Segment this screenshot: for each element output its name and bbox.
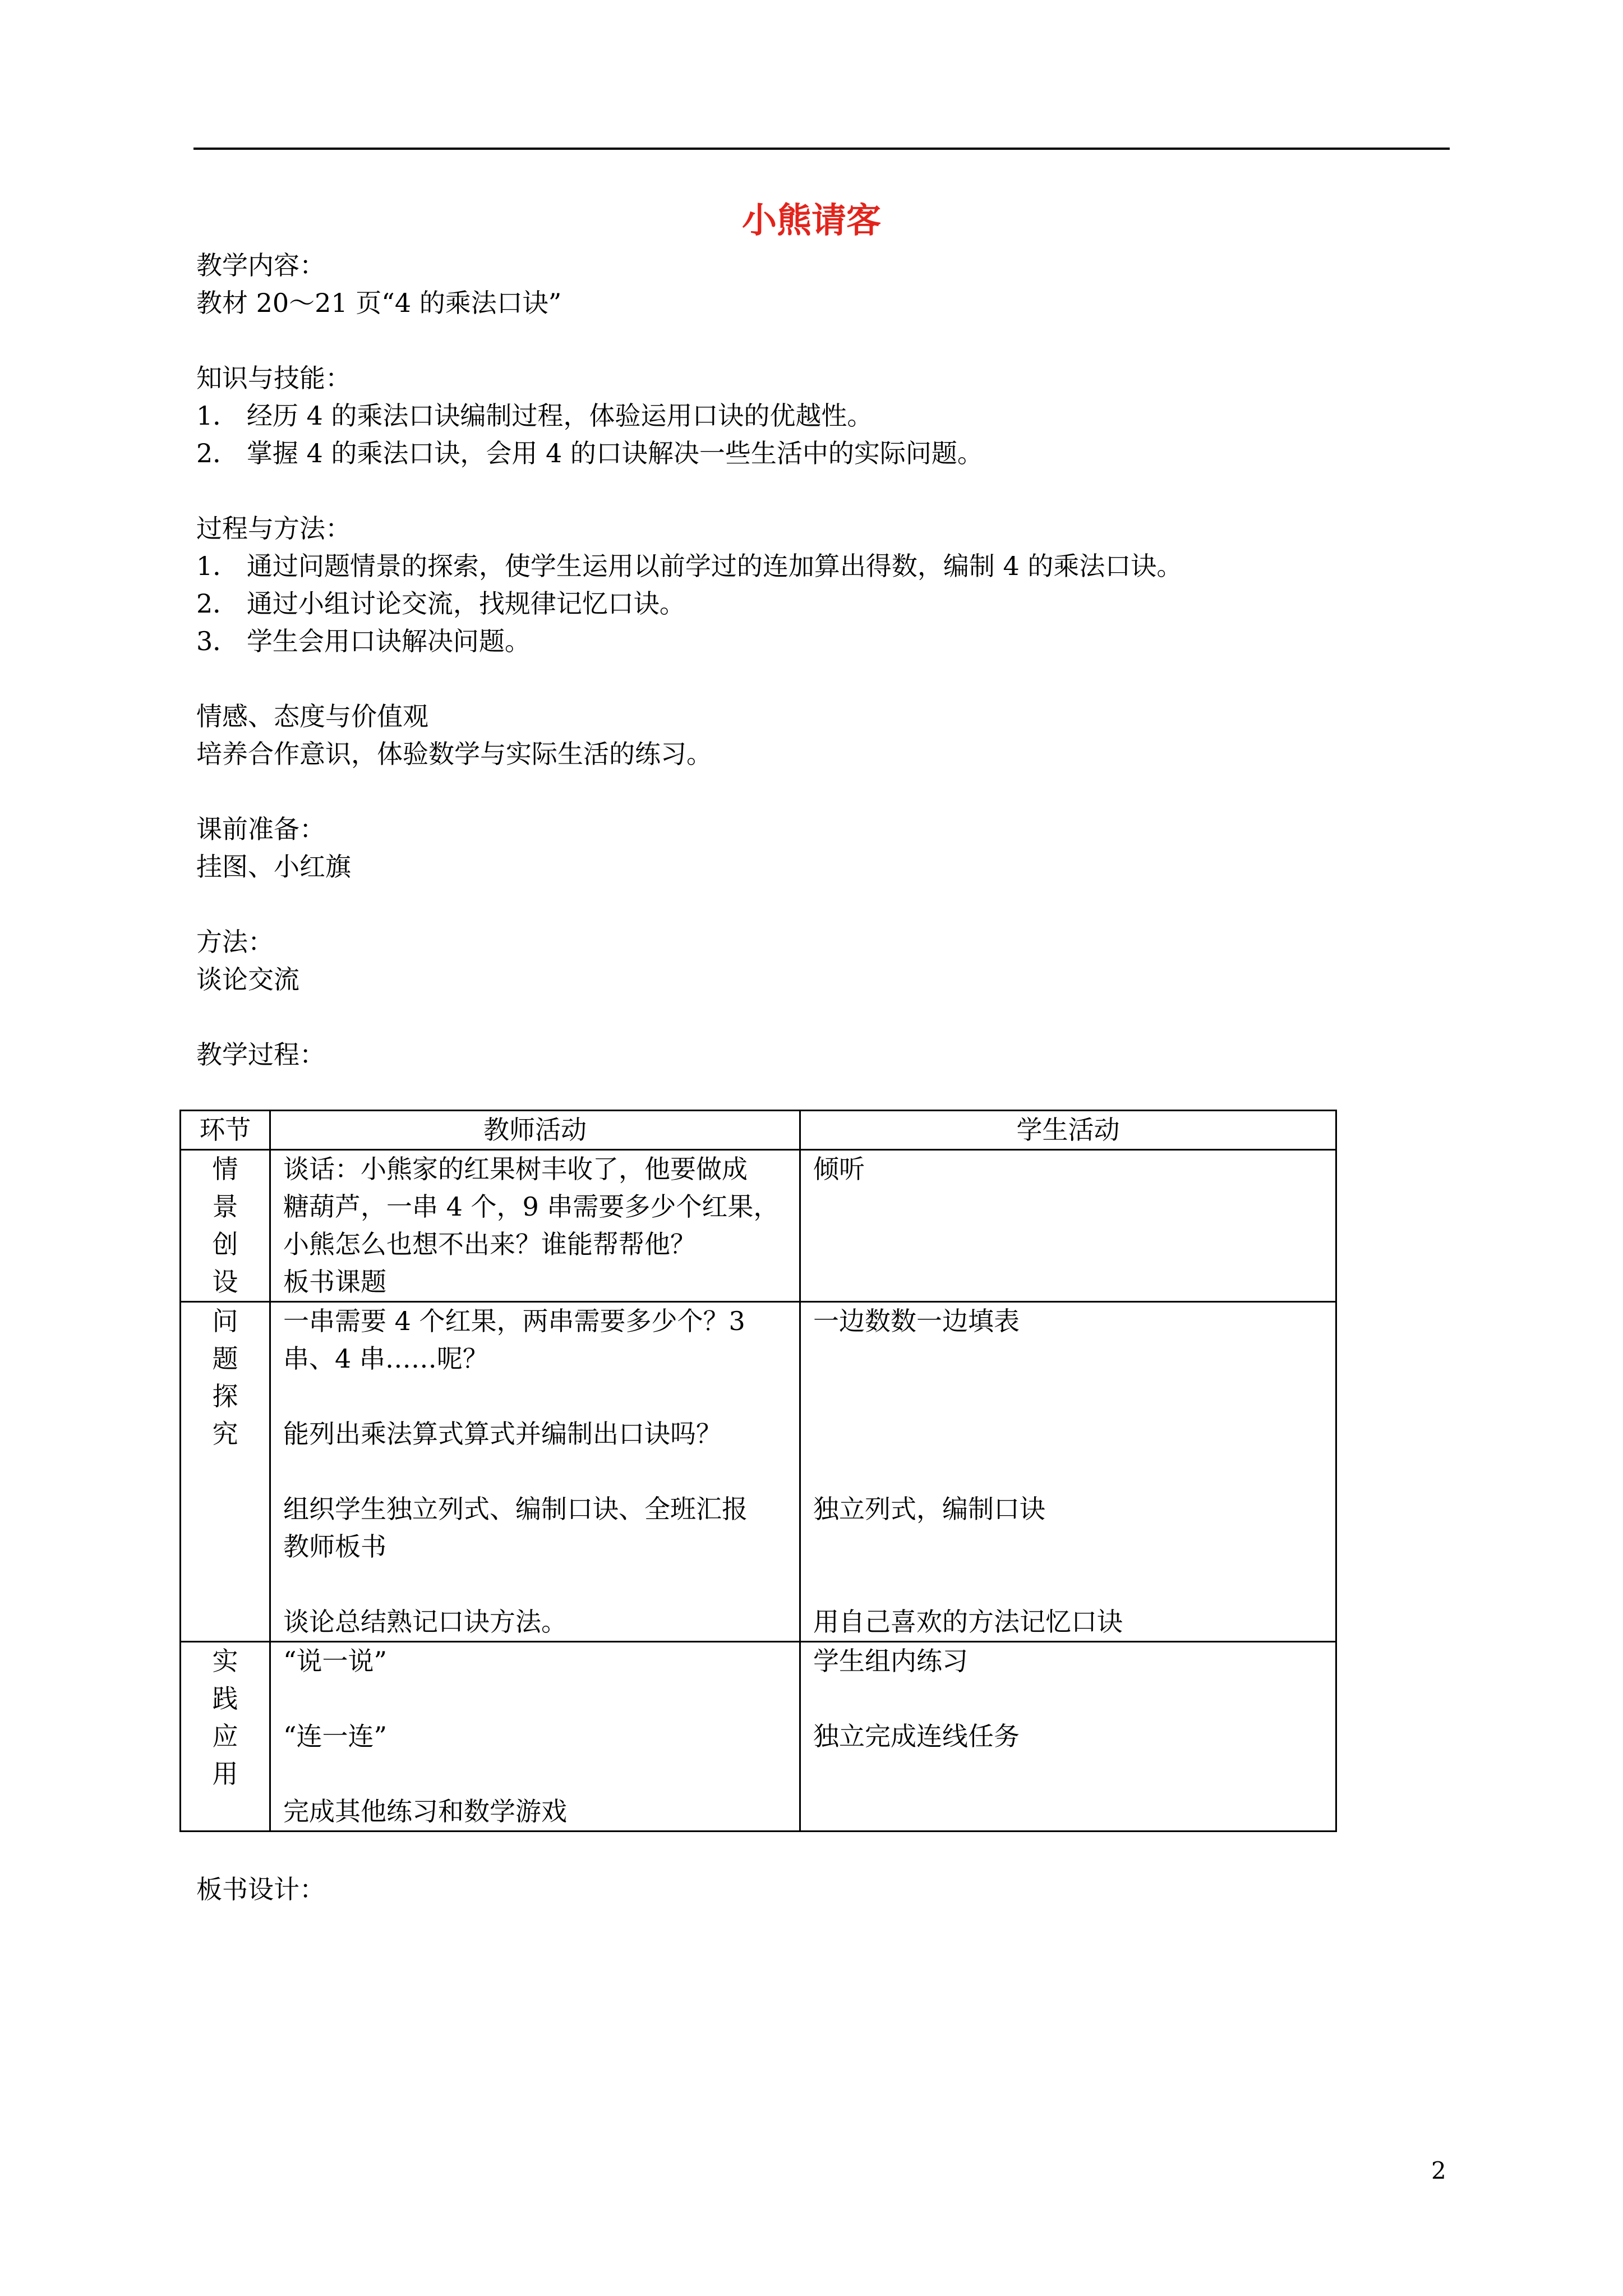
- teacher-line: 完成其他练习和数学游戏: [283, 1796, 567, 1826]
- skills-item: 1． 经历 4 的乘法口诀编制过程，体验运用口诀的优越性。: [196, 401, 873, 431]
- student-line: [813, 1680, 1323, 1718]
- teacher-line: “连一连”: [283, 1721, 388, 1751]
- method-text: 谈论交流: [196, 964, 299, 995]
- teacher-line: 糖葫芦，一串 4 个，9 串需要多少个红果，: [283, 1191, 780, 1222]
- header-student: 学生活动: [800, 1111, 1336, 1150]
- student-line: [813, 1453, 1323, 1490]
- student-line: 独立列式，编制口诀: [813, 1494, 1045, 1524]
- header-teacher: 教师活动: [270, 1111, 800, 1150]
- content-heading: 教学内容：: [196, 250, 325, 280]
- table-header-row: [181, 1111, 1336, 1150]
- table-row: [181, 1150, 1336, 1302]
- stage-label: 情 景 创 设: [212, 1154, 238, 1297]
- process-item: 2． 通过小组讨论交流，找规律记忆口诀。: [196, 588, 685, 619]
- prep-text: 挂图、小红旗: [196, 852, 351, 882]
- prep-heading: 课前准备：: [196, 814, 325, 844]
- student-line: [813, 1528, 1323, 1566]
- teacher-line: [283, 1378, 787, 1415]
- student-line: 倾听: [813, 1154, 865, 1184]
- student-cell: [800, 1302, 1336, 1642]
- skills-heading: 知识与技能：: [196, 363, 351, 393]
- stage-label: 实 践 应 用: [212, 1646, 238, 1789]
- values-heading: 情感、态度与价值观: [196, 701, 428, 731]
- teacher-line: 能列出乘法算式算式并编制出口诀吗？: [283, 1419, 722, 1449]
- student-line: [813, 1793, 1323, 1830]
- page-title: 小熊请客: [741, 200, 881, 241]
- teaching-process-table: [179, 1110, 1337, 1832]
- teacher-line: [283, 1566, 787, 1603]
- content-text: 教材 20～21 页“4 的乘法口诀”: [196, 288, 562, 318]
- teacher-line: 教师板书: [283, 1531, 386, 1562]
- student-line: [813, 1755, 1323, 1793]
- stage-cell: [181, 1302, 270, 1642]
- board-design-label: 板书设计：: [196, 1874, 325, 1904]
- student-line: 一边数数一边填表: [813, 1306, 1020, 1336]
- process-item: 1． 通过问题情景的探索，使学生运用以前学过的连加算出得数，编制 4 的乘法口诀。: [196, 551, 1183, 581]
- student-line: 独立完成连线任务: [813, 1721, 1020, 1751]
- teacher-line: 串、4 串……呢？: [283, 1343, 488, 1374]
- student-line: [813, 1226, 1323, 1263]
- stage-cell: [181, 1642, 270, 1832]
- skills-item: 2． 掌握 4 的乘法口诀，会用 4 的口诀解决一些生活中的实际问题。: [196, 438, 983, 468]
- student-line: [813, 1415, 1323, 1453]
- method-heading: 方法：: [196, 927, 274, 957]
- stage-label: 问 题 探 究: [212, 1306, 238, 1449]
- student-line: [813, 1188, 1323, 1226]
- teacher-line: [283, 1680, 787, 1718]
- student-line: 学生组内练习: [813, 1646, 968, 1676]
- student-line: [813, 1263, 1323, 1301]
- process-heading: 过程与方法：: [196, 513, 351, 544]
- teacher-line: [283, 1755, 787, 1793]
- teacher-line: 板书课题: [283, 1267, 386, 1297]
- teaching-heading: 教学过程：: [196, 1039, 325, 1070]
- lesson-plan-body: [196, 247, 1430, 1074]
- student-cell: [800, 1150, 1336, 1302]
- student-line: [813, 1378, 1323, 1415]
- teacher-line: 小熊怎么也想不出来？谁能帮帮他？: [283, 1229, 696, 1259]
- teacher-line: 谈话：小熊家的红果树丰收了，他要做成: [283, 1154, 748, 1184]
- page-number: 2: [1431, 2157, 1446, 2184]
- teacher-line: “说一说”: [283, 1646, 388, 1676]
- table-row: [181, 1642, 1336, 1832]
- student-line: [813, 1566, 1323, 1603]
- teacher-line: 一串需要 4 个红果，两串需要多少个？3: [283, 1306, 745, 1336]
- teacher-line: 组织学生独立列式、编制口诀、全班汇报: [283, 1494, 748, 1524]
- teacher-cell: [270, 1150, 800, 1302]
- student-line: [813, 1340, 1323, 1378]
- header-rule: [193, 148, 1450, 150]
- process-item: 3． 学生会用口诀解决问题。: [196, 626, 531, 656]
- header-stage: 环节: [181, 1111, 270, 1150]
- stage-cell: [181, 1150, 270, 1302]
- teacher-line: [283, 1453, 787, 1490]
- teacher-cell: [270, 1302, 800, 1642]
- student-cell: [800, 1642, 1336, 1832]
- teacher-line: 谈论总结熟记口诀方法。: [283, 1607, 567, 1637]
- student-line: 用自己喜欢的方法记忆口诀: [813, 1607, 1123, 1637]
- teacher-cell: [270, 1642, 800, 1832]
- values-text: 培养合作意识，体验数学与实际生活的练习。: [196, 739, 712, 769]
- table-row: [181, 1302, 1336, 1642]
